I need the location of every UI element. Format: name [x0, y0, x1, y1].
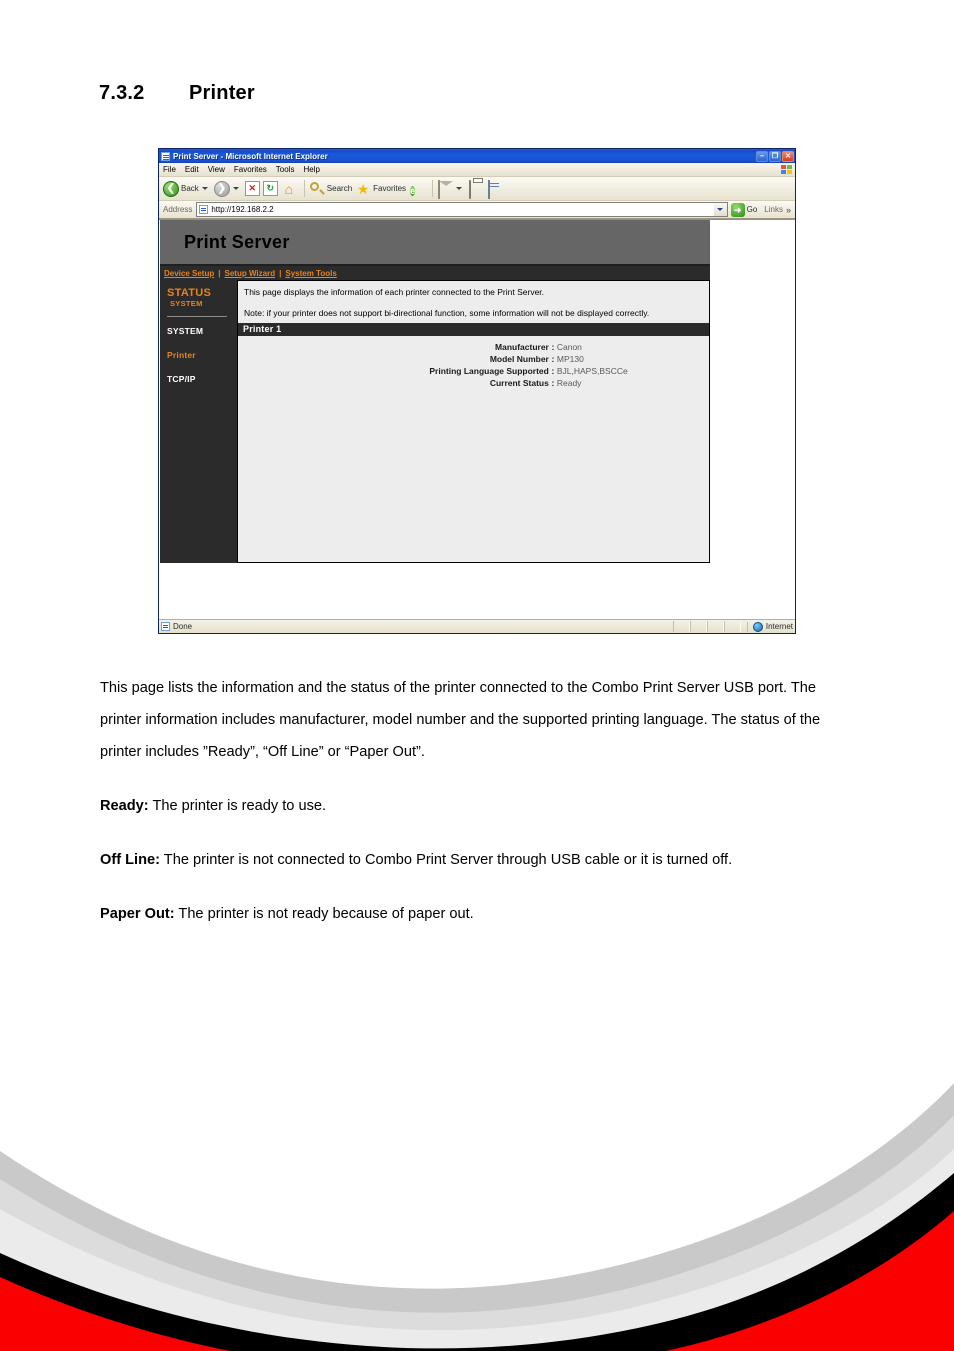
- windows-flag-icon: [781, 165, 792, 175]
- menu-item-view[interactable]: View: [207, 165, 225, 174]
- close-button[interactable]: ✕: [782, 151, 794, 162]
- forward-arrow-icon: ❯: [214, 181, 230, 197]
- mail-icon: [437, 181, 453, 197]
- address-dropdown-button[interactable]: [714, 202, 727, 217]
- zone-text: Internet: [765, 622, 793, 631]
- sidebar-divider: [167, 316, 227, 317]
- field-value-model-number: MP130: [556, 354, 584, 364]
- search-button[interactable]: [309, 181, 352, 197]
- browser-statusbar: [159, 619, 795, 633]
- forward-button[interactable]: [214, 181, 242, 197]
- globe-icon: [753, 622, 763, 632]
- window-controls: [756, 151, 794, 162]
- field-value-printing-language: BJL,HAPS,BSCCe: [556, 366, 628, 376]
- definition-off-line: The printer is not connected to Combo Print Server through USB cable or it is turned off.: [163, 852, 733, 868]
- ie-icon: [161, 152, 170, 161]
- table-row: [238, 341, 709, 353]
- browser-viewport: [159, 219, 795, 619]
- browser-toolbar: [159, 177, 795, 201]
- mail-dropdown-icon[interactable]: [456, 187, 462, 190]
- back-button[interactable]: [163, 181, 211, 197]
- print-button[interactable]: [468, 181, 484, 197]
- page-favicon-icon: [199, 205, 208, 214]
- section-title: Printer: [189, 82, 255, 104]
- toolbar-separator-2: [432, 180, 433, 197]
- stop-icon: ✕: [245, 181, 260, 196]
- table-row: [238, 365, 709, 377]
- restore-button[interactable]: ❐: [769, 151, 781, 162]
- intro-text: This page displays the information of each printer connected to the Print Server.: [244, 287, 545, 297]
- term-paper-out: Paper Out:: [100, 906, 175, 922]
- browser-titlebar: [159, 149, 795, 163]
- search-icon: [309, 181, 325, 197]
- definition-paper-out: The printer is not ready because of paper out.: [178, 906, 474, 922]
- address-value: http://192.168.2.2: [211, 205, 274, 214]
- status-cell: [690, 621, 707, 632]
- forward-dropdown-icon[interactable]: [233, 187, 239, 190]
- field-colon: :: [551, 366, 555, 376]
- home-button[interactable]: [281, 181, 297, 197]
- favorites-label: Favorites: [373, 184, 407, 193]
- menu-item-favorites[interactable]: Favorites: [233, 165, 267, 174]
- field-label-manufacturer: Manufacturer: [495, 342, 549, 352]
- section-number: 7.3.2: [99, 82, 145, 104]
- table-row: [238, 353, 709, 365]
- nav-link-setup-wizard[interactable]: Setup Wizard: [224, 268, 276, 278]
- search-label: Search: [326, 184, 353, 193]
- sidebar-item-system[interactable]: SYSTEM: [167, 326, 204, 336]
- edit-button[interactable]: [487, 181, 503, 197]
- media-icon: e: [410, 185, 416, 196]
- field-colon: :: [551, 354, 555, 364]
- refresh-icon: ↻: [263, 181, 278, 196]
- term-off-line: Off Line:: [100, 852, 160, 868]
- intro-spacer: [244, 298, 703, 307]
- back-label: Back: [181, 184, 199, 193]
- back-dropdown-icon[interactable]: [202, 187, 208, 190]
- refresh-button[interactable]: [263, 181, 278, 196]
- messenger-icon: [506, 181, 522, 197]
- star-icon: ★: [356, 180, 370, 197]
- note-text: Note: if your printer does not support bi-directional function, some information will not be displayed correctly.: [244, 308, 650, 318]
- footer-decoration: [0, 1031, 954, 1351]
- footer-swoosh-svg: [0, 1031, 954, 1351]
- browser-menubar: [159, 163, 795, 177]
- sidebar-title: STATUS: [167, 287, 212, 299]
- field-value-current-status: Ready: [556, 378, 582, 388]
- nav-separator-2: |: [279, 268, 282, 278]
- security-zone[interactable]: [747, 622, 793, 632]
- status-page-icon: [161, 622, 170, 631]
- menu-item-tools[interactable]: Tools: [275, 165, 295, 174]
- field-label-model-number: Model Number: [489, 354, 549, 364]
- sidebar: [160, 280, 237, 563]
- toolbar-separator: [304, 180, 305, 197]
- page-title: [99, 82, 255, 105]
- field-label-current-status: Current Status: [489, 378, 549, 388]
- window-title: Print Server - Microsoft Internet Explorer: [173, 151, 328, 161]
- address-input[interactable]: [196, 202, 727, 217]
- paragraph-intro: This page lists the information and the status of the printer connected to the Combo Print Server USB port. The printer information includes manufacturer, model number and the supported printing language. The status of the printer includes ”Ready”, “Off Line” or “Paper Out”.: [100, 680, 821, 760]
- field-colon: :: [551, 378, 555, 388]
- status-cell: [724, 621, 741, 632]
- status-cell: [707, 621, 724, 632]
- go-arrow-icon: ➜: [731, 203, 745, 217]
- body-copy: [100, 672, 848, 952]
- sidebar-item-printer[interactable]: Printer: [167, 350, 196, 360]
- nav-link-system-tools[interactable]: System Tools: [285, 268, 337, 278]
- sidebar-item-tcpip[interactable]: TCP/IP: [167, 374, 196, 384]
- address-label: Address: [163, 205, 193, 214]
- stop-button[interactable]: [245, 181, 260, 196]
- go-button[interactable]: [731, 203, 758, 217]
- menu-item-edit[interactable]: Edit: [184, 165, 199, 174]
- home-icon: ⌂: [284, 180, 294, 197]
- nav-link-device-setup[interactable]: Device Setup: [164, 268, 215, 278]
- media-button[interactable]: [409, 181, 425, 197]
- term-ready: Ready:: [100, 798, 149, 814]
- edit-page-icon: [487, 181, 503, 197]
- favorites-button[interactable]: [355, 181, 406, 197]
- minimize-button[interactable]: –: [756, 151, 768, 162]
- nav-separator-1: |: [218, 268, 221, 278]
- messenger-button[interactable]: [506, 181, 522, 197]
- chevron-right-icon[interactable]: »: [785, 204, 791, 215]
- back-arrow-icon: ❮: [163, 181, 179, 197]
- mail-button[interactable]: [437, 181, 465, 197]
- address-bar: [159, 201, 795, 219]
- intro-block: [238, 281, 709, 323]
- status-text: Done: [173, 622, 193, 631]
- top-nav: [160, 266, 710, 280]
- page-body: [160, 280, 710, 563]
- definition-ready: The printer is ready to use.: [152, 798, 327, 814]
- paragraph-paper-out: [100, 898, 848, 930]
- links-label[interactable]: Links: [764, 205, 783, 214]
- field-value-manufacturer: Canon: [556, 342, 582, 352]
- browser-window: [158, 148, 796, 634]
- print-server-page: [160, 220, 710, 563]
- page-banner: [160, 220, 710, 266]
- status-cell: [673, 621, 690, 632]
- print-server-logo: Print Server: [184, 231, 290, 252]
- menu-item-help[interactable]: Help: [303, 165, 320, 174]
- sidebar-subtitle: SYSTEM: [170, 299, 203, 308]
- go-label: Go: [746, 205, 758, 214]
- paragraph-ready: [100, 790, 848, 822]
- menu-item-file[interactable]: File: [163, 165, 176, 174]
- field-label-printing-language: Printing Language Supported: [429, 366, 549, 376]
- paragraph-off-line: [100, 844, 848, 876]
- field-colon: :: [551, 342, 555, 352]
- printer-icon: [468, 181, 484, 197]
- status-cells: [673, 621, 741, 632]
- printer-info-table: [238, 341, 709, 389]
- table-row: [238, 377, 709, 389]
- content-panel: [237, 280, 710, 563]
- printer-section-header: Printer 1: [238, 323, 709, 336]
